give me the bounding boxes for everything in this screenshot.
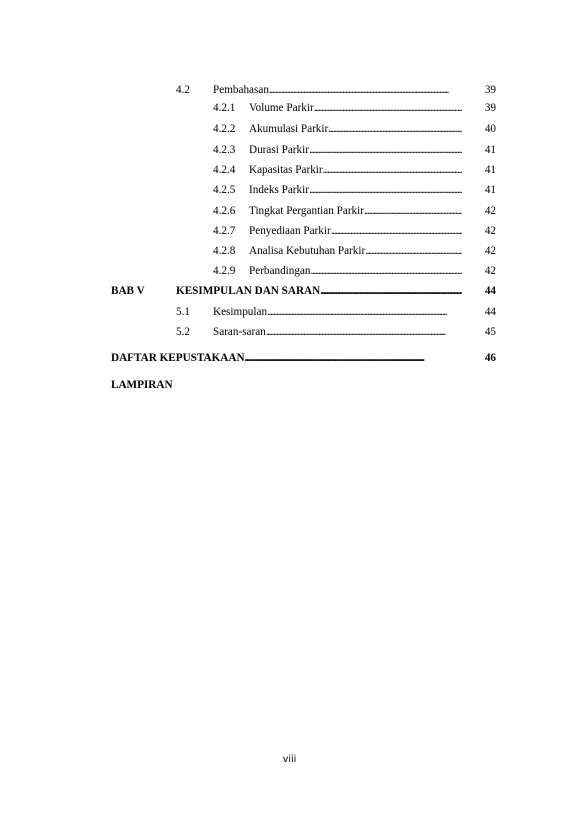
section-number: 4.2: [176, 84, 190, 96]
section-title: Penyediaan Parkir . . .: [249, 223, 462, 239]
section-number: 4.2.4: [213, 164, 236, 176]
page-footer-number: viii: [282, 754, 297, 765]
section-title: Indeks Parkir . . .: [249, 182, 462, 198]
toc-row: [0, 121, 579, 137]
section-title: Pembahasan . . .: [213, 82, 462, 98]
section-title: Volume Parkir . . .: [249, 100, 462, 116]
toc-chapter-row: [0, 283, 579, 299]
toc-row: [0, 243, 579, 259]
section-title: Analisa Kebutuhan Parkir . . .: [249, 243, 462, 259]
toc-row: [0, 82, 579, 98]
toc-row: [0, 203, 579, 219]
page-number: 41: [484, 164, 496, 176]
section-number: 4.2.1: [213, 102, 236, 114]
chapter-label: BAB V: [111, 285, 145, 297]
section-title: Saran-saran . . .: [213, 324, 462, 340]
section-title: Kesimpulan . . .: [213, 304, 462, 320]
toc-chapter-row: [0, 350, 579, 366]
page-number: 46: [484, 352, 496, 364]
section-number: 4.2.9: [213, 265, 236, 277]
page-number: 41: [484, 184, 496, 196]
page-number: 42: [484, 245, 496, 257]
page-number: 39: [484, 102, 496, 114]
section-number: 5.1: [176, 306, 190, 318]
toc-row: [0, 263, 579, 279]
toc-chapter-row: [0, 377, 579, 393]
toc-row: [0, 182, 579, 198]
page-number: 44: [484, 285, 496, 297]
section-number: 4.2.5: [213, 184, 236, 196]
section-title: Perbandingan . . .: [249, 263, 462, 279]
section-number: 4.2.8: [213, 245, 236, 257]
page-number: 42: [484, 265, 496, 277]
section-number: 4.2.2: [213, 123, 236, 135]
page-number: 41: [484, 144, 496, 156]
page-number: 45: [484, 326, 496, 338]
section-number: 4.2.7: [213, 225, 236, 237]
section-number: 4.2.6: [213, 205, 236, 217]
toc-row: [0, 100, 579, 116]
page-number: 42: [484, 205, 496, 217]
toc-row: [0, 324, 579, 340]
toc-row: [0, 162, 579, 178]
chapter-title: LAMPIRAN: [111, 379, 173, 391]
page-number: 39: [484, 84, 496, 96]
section-title: Tingkat Pergantian Parkir . . .: [249, 203, 462, 219]
page-number: 44: [484, 306, 496, 318]
chapter-title: KESIMPULAN DAN SARAN . . .: [176, 283, 462, 299]
section-title: Akumulasi Parkir . . .: [249, 121, 462, 137]
section-number: 4.2.3: [213, 144, 236, 156]
section-title: Kapasitas Parkir . . .: [249, 162, 462, 178]
chapter-title: DAFTAR KEPUSTAKAAN . . .: [111, 350, 462, 366]
toc-row: [0, 223, 579, 239]
section-title: Durasi Parkir . . .: [249, 142, 462, 158]
toc-row: [0, 142, 579, 158]
page-number: 40: [484, 123, 496, 135]
page-number: 42: [484, 225, 496, 237]
toc-row: [0, 304, 579, 320]
section-number: 5.2: [176, 326, 190, 338]
